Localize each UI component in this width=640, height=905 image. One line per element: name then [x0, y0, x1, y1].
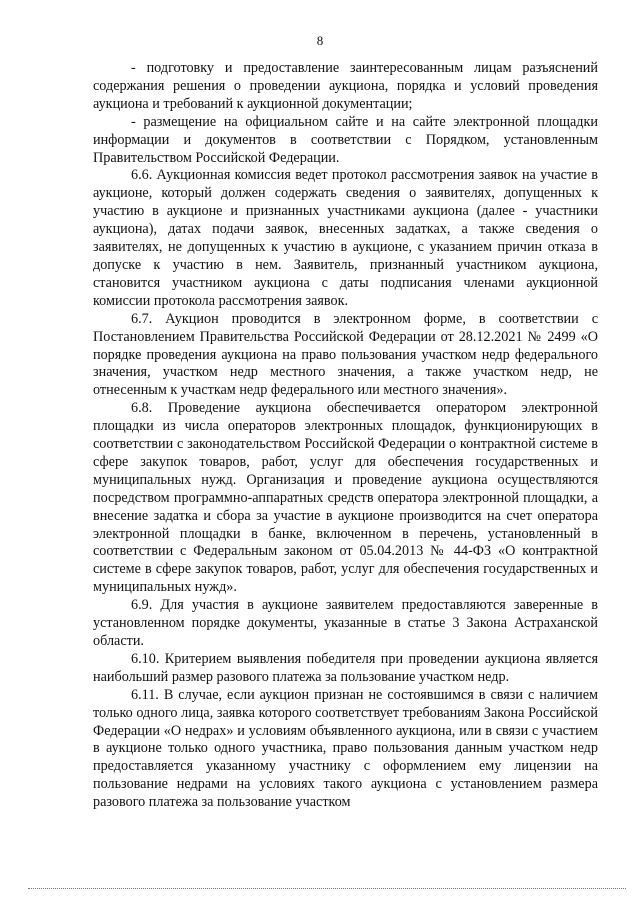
document-body — [93, 60, 598, 812]
paragraph-6-6: 6.6. Аукционная комиссия ведет протокол рассмотрения заявок на участие в аукционе, который должен содержать сведения о заявителях, допущенных к участию в аукционе и признанных участниками аукциона (далее - участники аукциона), датах подачи заявок, внесенных задатках, а также сведения о заявителях, не допущенных к участию в аукционе, с указанием причин отказа в допуске к участию в нем. Заявитель, признанный участником аукциона, становится участником аукциона с даты подписания членами аукционной комиссии протокола рассмотрения заявок. — [93, 167, 598, 309]
paragraph-6-11: 6.11. В случае, если аукцион признан не состоявшимся в связи с наличием только одного лица, заявка которого соответствует требованиям Закона Российской Федерации «О недрах» и условиям объявленного аукциона, или в связи с участием в аукционе только одного участника, право пользования данным участком недр предоставляется указанному участнику с оформлением ему лицензии на пользование недрами на условиях такого аукциона с установлением размера разового платежа за пользование участком — [93, 686, 598, 811]
paragraph-6-7: 6.7. Аукцион проводится в электронном форме, в соответствии с Постановлением Правительства Российской Федерации от 28.12.2021 № 2499 «О порядке проведения аукциона на право пользования участком недр федерального значения, участком недр местного значения, а также участком недр, не отнесенным к участкам недр федерального или местного значения». — [93, 310, 598, 399]
paragraph-publication: - размещение на официальном сайте и на сайте электронной площадки информации и документов в соответствии с Порядком, установленным Правительством Российской Федерации. — [93, 113, 598, 166]
footer-divider — [28, 888, 626, 889]
paragraph-6-10: 6.10. Критерием выявления победителя при проведении аукциона является наибольший размер разового платежа за пользование участком недр. — [93, 650, 598, 685]
paragraph-consultations: - подготовку и предоставление заинтересованным лицам разъяснений содержания решения о проведении аукциона, порядка и условий проведения аукциона и требований к аукционной документации; — [93, 60, 598, 112]
paragraph-6-9: 6.9. Для участия в аукционе заявителем предоставляются заверенные в установленном порядке документы, указанные в статье 3 Закона Астраханской области. — [93, 597, 598, 649]
paragraph-6-8: 6.8. Проведение аукциона обеспечивается оператором электронной площадки из числа операторов электронных площадок, функционирующих в соответствии с законодательством Российской Федерации о контрактной системе в сфере закупок товаров, работ, услуг для обеспечения государственных и муниципальных нужд. Организация и проведение аукциона осуществляются посредством программно-аппаратных средств оператора электронной площадки, а внесение задатка и сбора за участие в аукционе производится на счет оператора электронной площадки в банке, включенном в перечень, установленный в соответствии с Федеральным законом от 05.04.2013 № 44-ФЗ «О контрактной системе в сфере закупок товаров, работ, услуг для обеспечения государственных и муниципальных нужд». — [93, 400, 598, 596]
page-number: 8 — [316, 33, 324, 48]
